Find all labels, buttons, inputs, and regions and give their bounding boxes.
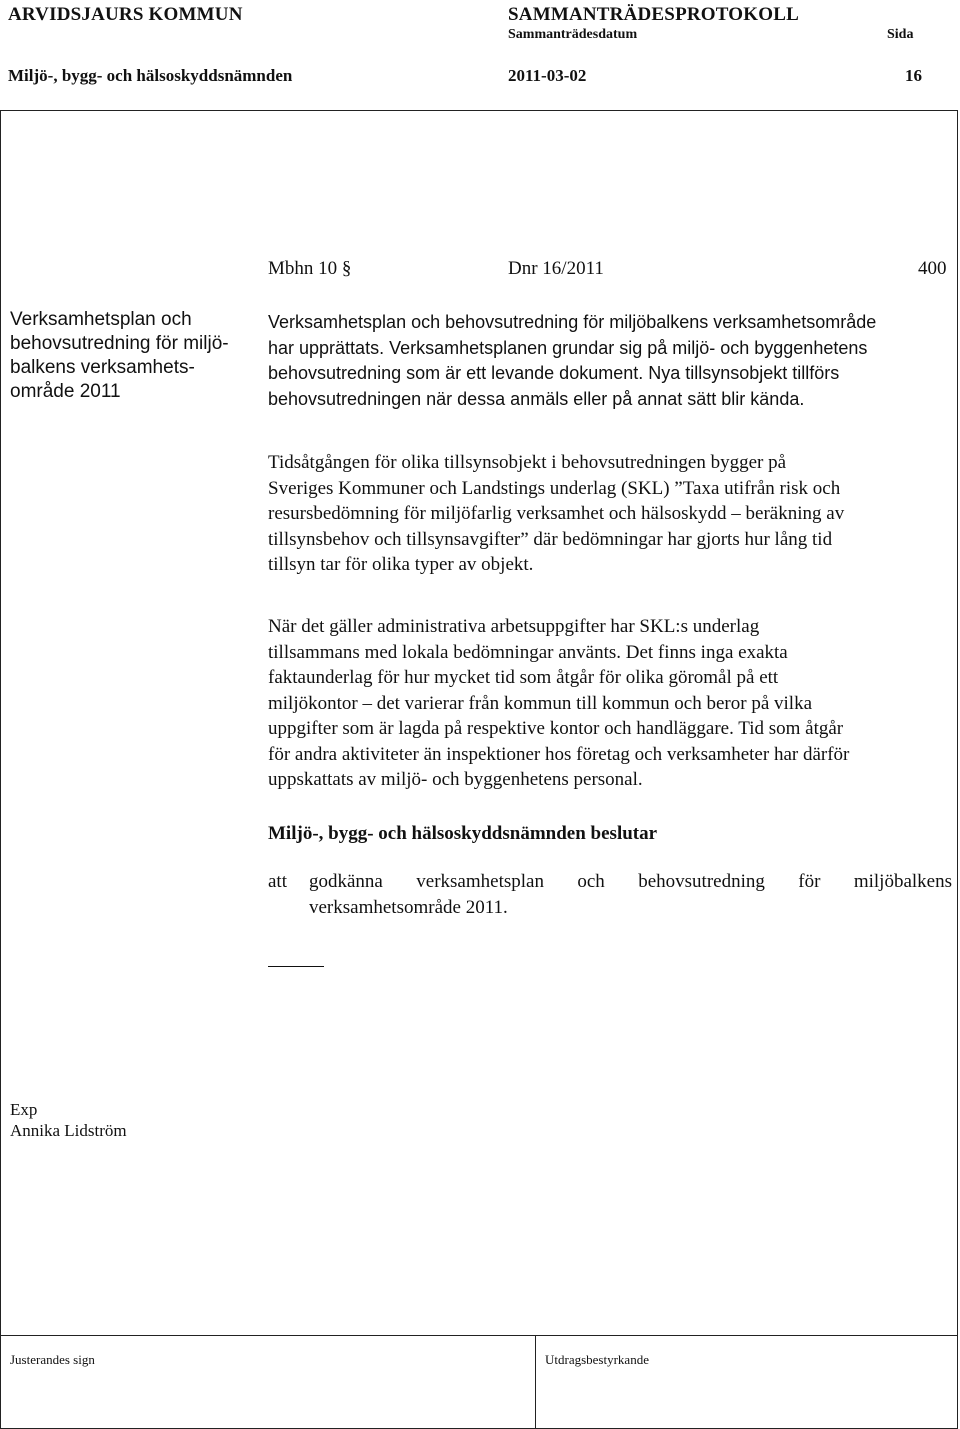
municipality-name: ARVIDSJAURS KOMMUN — [8, 4, 243, 25]
decision-word: behovsutredning — [638, 871, 765, 892]
paragraph-line: miljökontor – det varierar från kommun till kommun och beror på vilka — [268, 692, 813, 714]
footer-divider — [535, 1336, 536, 1429]
paragraph-line: resursbedömning för miljöfarlig verksamhet och hälsoskydd – beräkning av — [268, 503, 845, 524]
paragraph-2 — [268, 450, 954, 578]
decision-att: att — [268, 871, 287, 892]
side-heading-line: område 2011 — [10, 381, 121, 402]
case-paragraph — [268, 258, 351, 280]
paragraph-line: När det gäller administrativa arbetsuppgifter har SKL:s underlag — [268, 616, 760, 637]
justify-sign-label: Justerandes sign — [10, 1352, 95, 1367]
decision-line-2: verksamhetsområde 2011. — [309, 897, 508, 918]
paragraph-line: Sveriges Kommuner och Landstings underlag (SKL) ”Taxa utifrån risk och — [268, 477, 841, 499]
decision-word: för — [798, 871, 821, 892]
case-dnr: Dnr 16/2011 — [508, 258, 604, 279]
decision-word: miljöbalkens — [853, 871, 952, 892]
decision-word: godkänna — [309, 871, 383, 892]
page-number: 16 — [905, 66, 922, 85]
page-label: Sida — [887, 27, 914, 42]
document-type: SAMMANTRÄDESPROTOKOLL — [508, 4, 799, 25]
decision-word: och — [577, 871, 605, 892]
case-code: 400 — [918, 258, 947, 279]
decision-heading: Miljö-, bygg- och hälsoskyddsnämnden beslutar — [268, 823, 658, 844]
paragraph-1 — [268, 310, 954, 412]
paragraph-line: faktaunderlag för hur mycket tid som åtgår för olika göromål på ett — [268, 667, 779, 688]
side-heading-line: behovsutredning för miljö- — [10, 333, 229, 354]
paragraph-number: Mbhn 10 — [268, 258, 338, 279]
meeting-date-label: Sammanträdesdatum — [508, 27, 638, 42]
side-heading — [10, 308, 250, 404]
paragraph-line: behovsutredningen när dessa anmäls eller på annat sätt blir kända. — [268, 388, 805, 409]
paragraph-line: tillsynsbehov och tillsynsavgifter” där bedömningar har gjorts hur lång tid — [268, 528, 833, 550]
section-symbol: § — [341, 258, 352, 279]
distribution-recipient: Annika Lidström — [10, 1121, 127, 1140]
paragraph-line: uppskattats av miljö- och byggenhetens personal. — [268, 769, 643, 790]
meeting-date: 2011-03-02 — [508, 66, 587, 85]
extract-certification-label: Utdragsbestyrkande — [545, 1352, 649, 1367]
committee-name: Miljö-, bygg- och hälsoskyddsnämnden — [8, 66, 293, 85]
distribution-label: Exp — [10, 1100, 38, 1119]
paragraph-3 — [268, 614, 954, 793]
paragraph-line: Verksamhetsplan och behovsutredning för miljöbalkens verksamhetsområde — [268, 312, 877, 332]
paragraph-line: uppgifter som är lagda på respektive kontor och handläggare. Tid som åtgår — [268, 718, 844, 739]
paragraph-line: har upprättats. Verksamhetsplanen grundar sig på miljö- och byggenhetens — [268, 337, 868, 358]
side-heading-line: balkens verksamhets- — [10, 357, 195, 378]
paragraph-line: behovsutredning som är ett levande dokument. Nya tillsynsobjekt tillförs — [268, 363, 840, 383]
paragraph-line: Tidsåtgången för olika tillsynsobjekt i behovsutredningen bygger på — [268, 452, 787, 473]
decision-word: verksamhetsplan — [416, 871, 544, 892]
side-heading-line: Verksamhetsplan och — [10, 309, 192, 330]
paragraph-line: tillsammans med lokala bedömningar använts. Det finns inga exakta — [268, 641, 788, 663]
separator-line — [268, 966, 324, 967]
decision-line-1 — [309, 871, 952, 893]
paragraph-line: tillsyn tar för olika typer av objekt. — [268, 554, 534, 575]
paragraph-line: för andra aktiviteter än inspektioner hos företag och verksamheter har därför — [268, 743, 850, 765]
signature-footer — [0, 1336, 958, 1429]
